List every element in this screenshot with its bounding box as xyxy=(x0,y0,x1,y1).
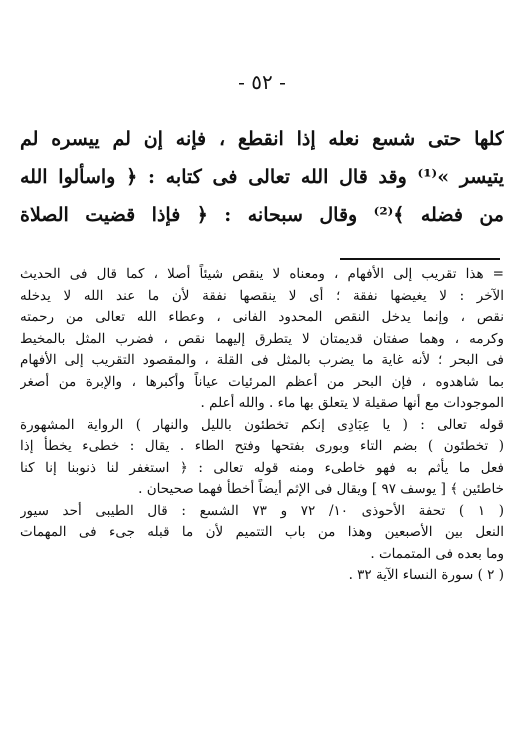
footnote-1-line: ( ١ ) تحفة الأحوذى ١٠/ ٧٢ و ٧٣ الشسع : قال الطيبى أحد سيور xyxy=(20,502,504,519)
main-text xyxy=(20,120,504,234)
footnote-line: نقص ، وإنما يدخل النقص المحدود الفانى ، وعطاء الله تعالى من رحمته xyxy=(20,309,504,325)
footnote-line: فى البحر ؛ لأنه غاية ما يضرب بالمثل فى القلة ، والمقصود التقريب إلى الأفهام xyxy=(20,352,504,368)
main-text-line: من فضله ﴾⁽²⁾ وقال سبحانه : ﴿ فإذا قضيت الصلاة xyxy=(20,204,504,226)
footnote-line: بما شاهدوه ، فإن البحر من أعظم المرئيات عياناً وأكبرها ، والإبرة من أصغر xyxy=(20,373,504,390)
footnote-line: ( تخطئون ) بضم التاء وبورى بفتحها وفتح الطاء . يقال : خطىء يخطأ إذا xyxy=(20,438,504,454)
footnote-line: الموجودات مع أنها صقيلة لا يتعلق بها ماء . والله أعلم . xyxy=(200,395,504,411)
footnote-line: وكرمه ، وهما صفتان قديمتان لا يتطرق إليهما نقص ، فضرب المثل بالمخيط xyxy=(20,330,504,347)
footnote-1-line: النعل بين الأصبعين وهذا من باب التتميم لأن ما قبله جىء فى المهمات xyxy=(20,524,504,540)
footnote-2-line: ( ٢ ) سورة النساء الآية ٣٢ . xyxy=(348,567,504,583)
footnote-line: فعل ما يأثم به فهو خاطىء ومنه قوله تعالى : ﴿ استغفر لنا ذنوبنا إنا كنا xyxy=(20,459,504,476)
footnote-line: قوله تعالى : ( يا عِبَادِى إنكم تخطئون بالليل والنهار ) الرواية المشهورة xyxy=(20,416,504,433)
footnote-1-line: وما بعده فى المتممات . xyxy=(370,545,504,562)
main-text-line: كلها حتى شسع نعله إذا انقطع ، فإنه إن لم ييسره لم xyxy=(20,128,504,150)
footnotes xyxy=(20,264,504,587)
footnote-line: خاطئين ﴾ [ يوسف ٩٧ ] ويقال فى الإثم أيضاً أخطأ فهما صحيحان . xyxy=(138,481,504,497)
footnote-line: الآخر : لا يغيضها نفقة ؛ أى لا ينقصها نفقة لأن ما عند الله لا يدخله xyxy=(20,287,504,304)
footnote-line: = هذا تقريب إلى الأفهام ، ومعناه لا ينقص شيئاً أصلا ، كما قال فى الحديث xyxy=(20,266,504,282)
main-text-line: يتيسر »⁽¹⁾ وقد قال الله تعالى فى كتابه : ﴿ واسألوا الله xyxy=(20,166,504,188)
page-number: - ٥٢ - xyxy=(238,70,286,94)
footnote-divider xyxy=(340,258,500,260)
